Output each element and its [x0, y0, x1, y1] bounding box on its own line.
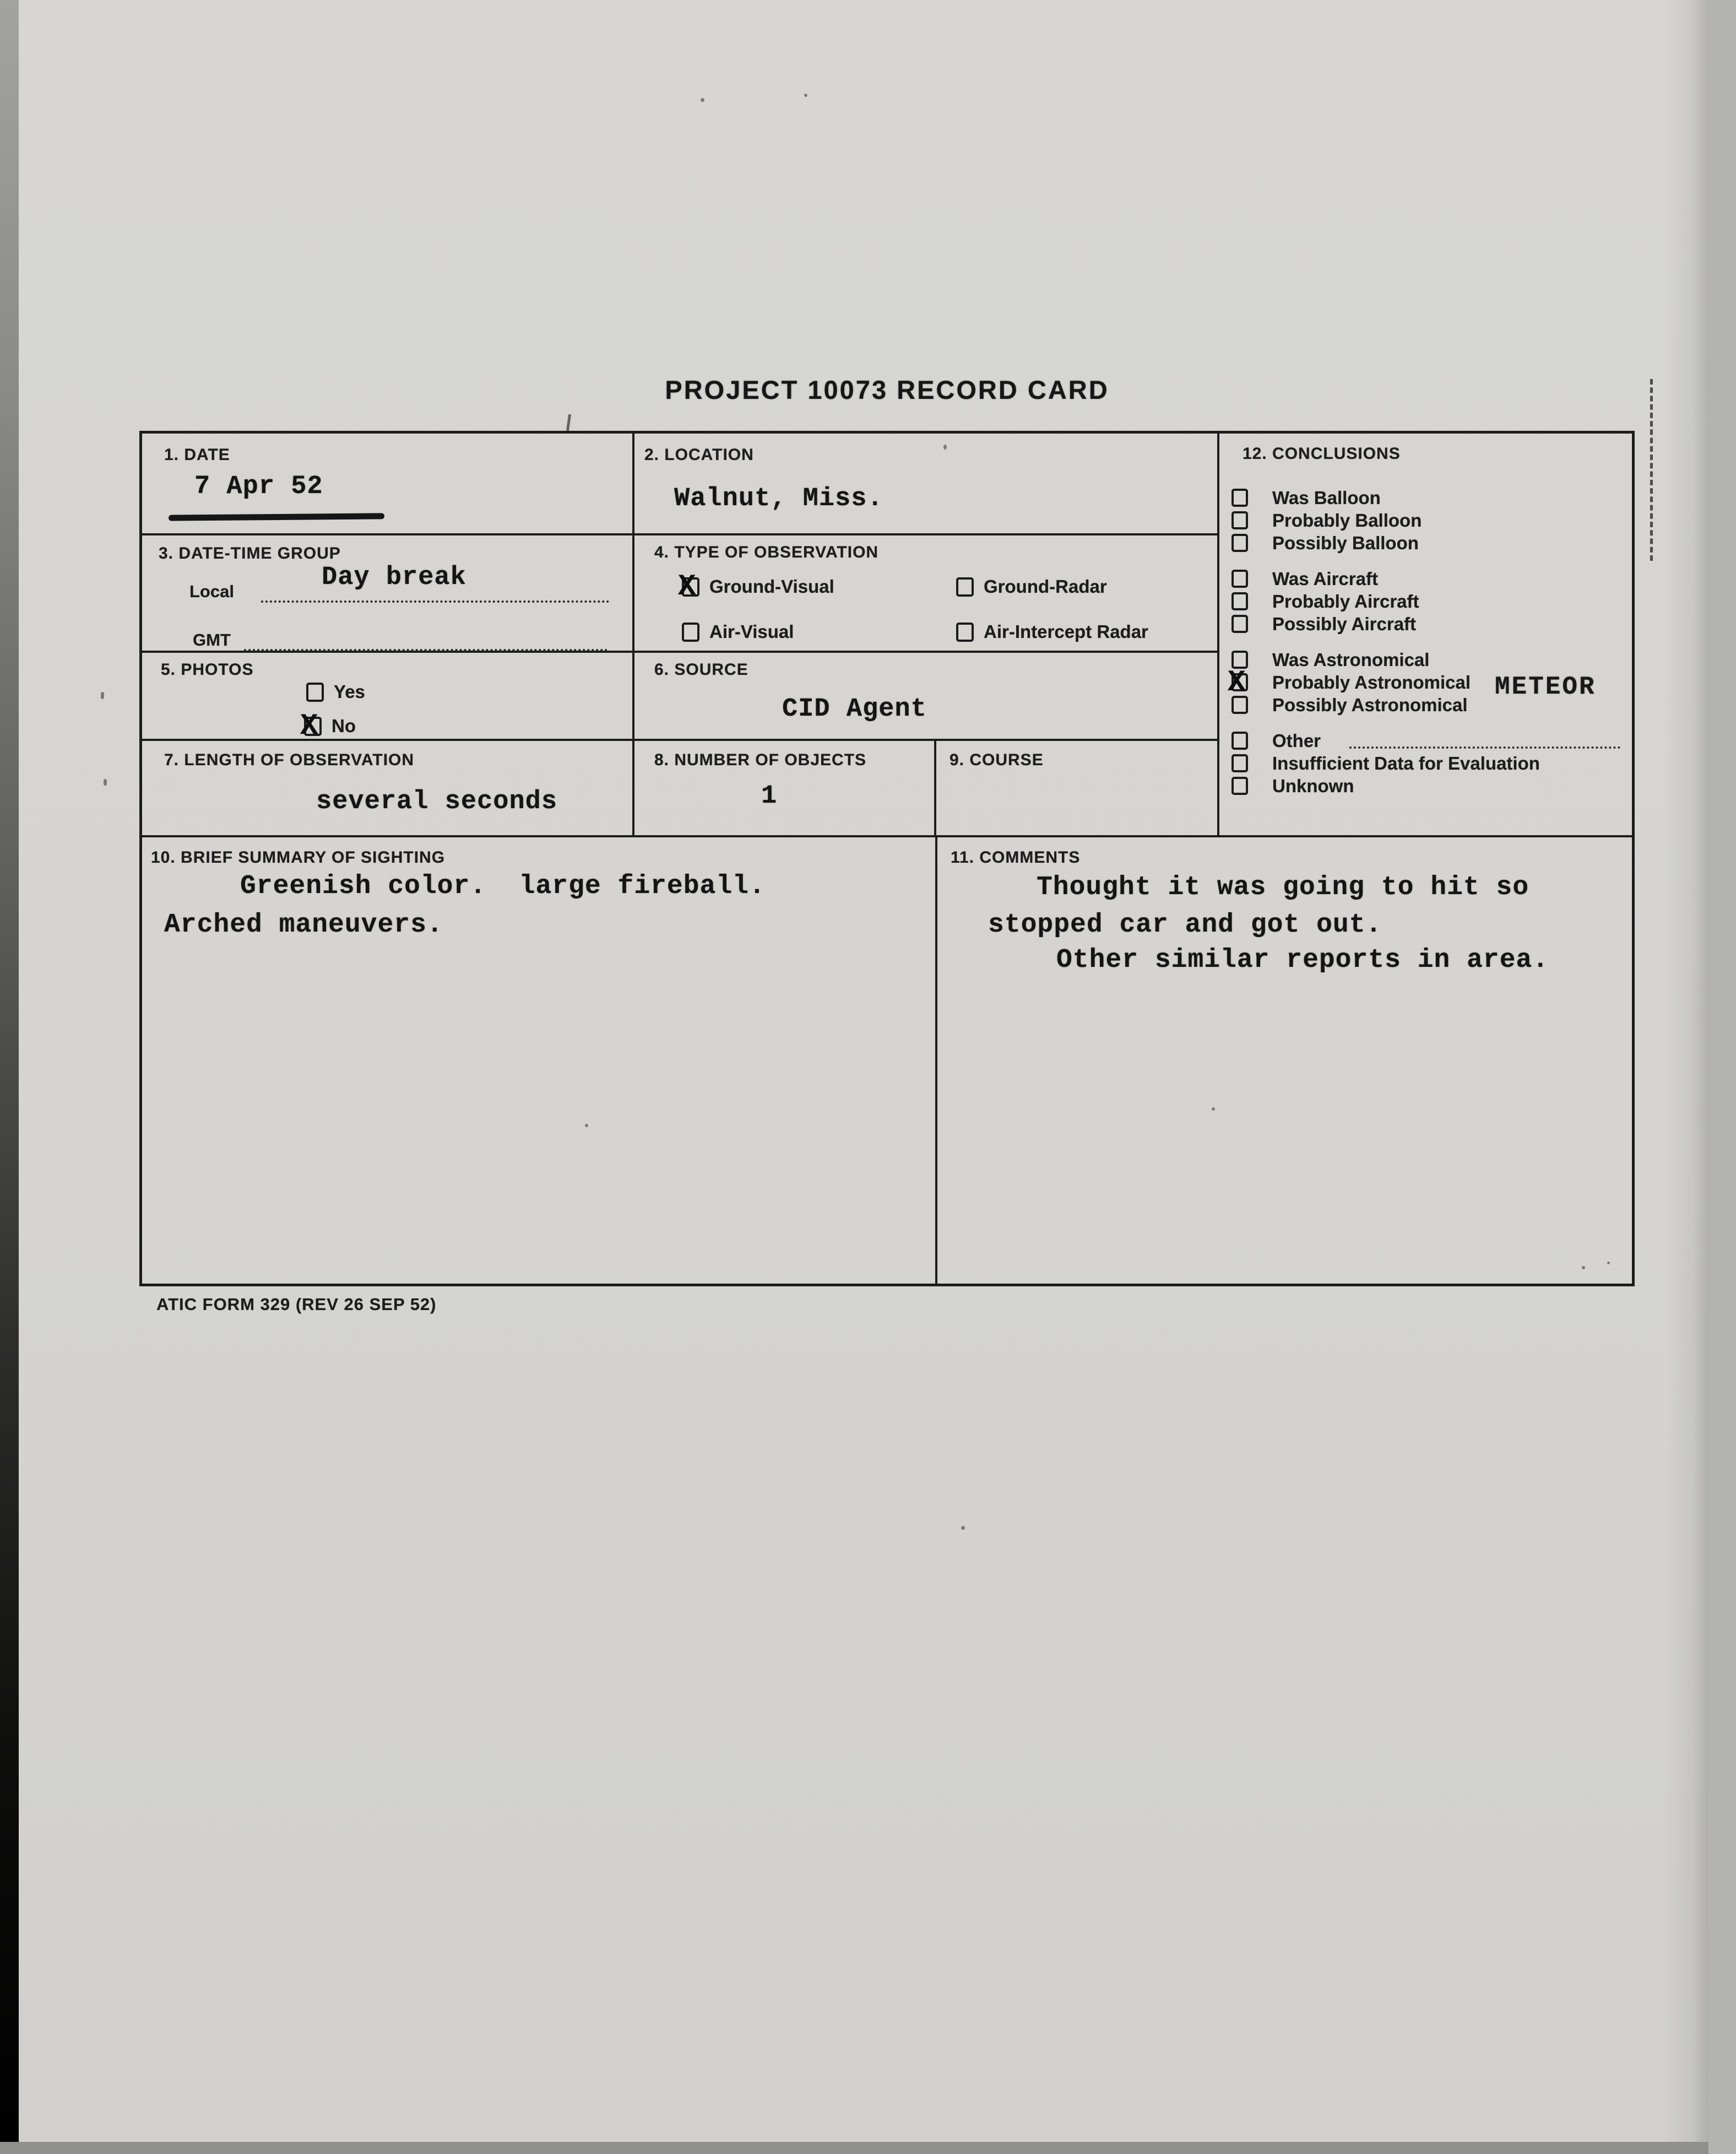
scan-artifact-line: [1650, 379, 1653, 561]
checkbox-probably-balloon: [1232, 511, 1248, 529]
conclusion-item: [1232, 729, 1620, 752]
conclusion-option-label: Possibly Aircraft: [1272, 613, 1417, 634]
summary-line: Arched maneuvers.: [164, 910, 443, 940]
date-value: 7 Apr 52: [194, 472, 323, 501]
comments-line: Other similar reports in area.: [1056, 945, 1549, 975]
comments-label: 11. COMMENTS: [951, 848, 1081, 867]
field-course: [936, 741, 1219, 837]
checkbox-insufficient-data: [1232, 754, 1248, 772]
number-value: 1: [761, 782, 778, 811]
comments-line: stopped car and got out.: [988, 910, 1382, 940]
option-air-visual: [682, 621, 794, 642]
checkbox-possibly-balloon: [1232, 534, 1248, 552]
source-value: CID Agent: [782, 695, 927, 724]
field-location: [634, 434, 1219, 535]
field-type-of-observation: [634, 535, 1219, 653]
scan-speck: [104, 779, 107, 786]
conclusion-option-label: Was Aircraft: [1272, 568, 1378, 589]
conclusion-option-label: Unknown: [1272, 775, 1354, 796]
scan-edge-bottom: [0, 2142, 1736, 2154]
conclusion-option-label: Insufficient Data for Evaluation: [1272, 753, 1540, 773]
scan-edge-right: [1708, 0, 1736, 2154]
conclusion-item: [1232, 532, 1620, 554]
field-date-time-group: [142, 535, 634, 653]
field-number-of-objects: [634, 741, 936, 837]
conclusion-item: [1232, 752, 1620, 775]
checkbox-probably-astronomical: [1232, 673, 1248, 691]
dtg-gmt-label: GMT: [193, 630, 231, 650]
checkbox-photos-no: [304, 717, 322, 736]
dtg-label: 3. DATE-TIME GROUP: [159, 544, 341, 562]
option-label: Air-Visual: [709, 621, 794, 642]
conclusion-option-label: Other: [1272, 730, 1321, 751]
option-ground-visual: [682, 576, 834, 597]
conclusion-item: [1232, 509, 1620, 532]
conclusion-item: [1232, 486, 1620, 509]
conclusions-label: 12. CONCLUSIONS: [1243, 445, 1401, 463]
scan-speck: [943, 445, 947, 450]
number-label: 8. NUMBER OF OBJECTS: [654, 751, 867, 769]
conclusion-option-label: Was Balloon: [1272, 487, 1381, 508]
scan-speck: [804, 94, 807, 97]
scan-speck: [961, 1526, 965, 1530]
option-label: Ground-Radar: [984, 576, 1107, 597]
checkbox-other: [1232, 732, 1248, 750]
conclusions-group-aircraft: [1232, 567, 1620, 635]
dtg-gmt-line: [244, 621, 607, 651]
date-underline: [169, 513, 384, 521]
checkbox-probably-aircraft: [1232, 592, 1248, 610]
dtg-local-value: Day break: [322, 563, 466, 592]
conclusion-item: [1232, 775, 1620, 797]
conclusion-option-label: Probably Balloon: [1272, 510, 1422, 531]
conclusions-group-balloon: [1232, 486, 1620, 554]
option-label: Ground-Visual: [709, 576, 834, 597]
field-length-of-observation: [142, 741, 634, 837]
field-photos: [142, 653, 634, 741]
conclusion-option-label: Was Astronomical: [1272, 649, 1430, 670]
form-number: ATIC FORM 329 (REV 26 SEP 52): [156, 1295, 437, 1314]
other-dotted-line: [1349, 733, 1620, 749]
conclusion-option-label: Possibly Balloon: [1272, 532, 1419, 553]
conclusion-option-label: Probably Astronomical: [1272, 672, 1471, 692]
checkbox-was-balloon: [1232, 489, 1248, 507]
source-label: 6. SOURCE: [654, 661, 748, 679]
option-label: No: [332, 716, 356, 736]
dtg-local-label: Local: [189, 582, 234, 601]
checkbox-possibly-astronomical: [1232, 696, 1248, 714]
checkbox-photos-yes: [306, 683, 324, 702]
dtg-local-line: [261, 563, 609, 603]
meteor-annotation: METEOR: [1495, 673, 1596, 701]
conclusion-item: [1232, 567, 1620, 590]
location-value: Walnut, Miss.: [674, 484, 883, 513]
conclusion-item: [1232, 613, 1620, 635]
checkbox-air-intercept-radar: [956, 623, 974, 642]
option-ground-radar: [956, 576, 1107, 597]
option-photos-yes: [306, 681, 365, 702]
field-source: [634, 653, 1219, 741]
checkbox-air-visual: [682, 623, 699, 642]
scan-speck: [101, 692, 104, 699]
conclusions-list: [1232, 486, 1620, 810]
conclusion-item: [1232, 648, 1620, 671]
field-date: [142, 434, 634, 535]
conclusions-group-other: [1232, 729, 1620, 797]
length-label: 7. LENGTH OF OBSERVATION: [164, 751, 415, 769]
length-value: several seconds: [316, 787, 558, 816]
date-label: 1. DATE: [164, 446, 230, 464]
checkbox-possibly-aircraft: [1232, 615, 1248, 633]
scan-speck: [1607, 1262, 1610, 1264]
checkbox-unknown: [1232, 777, 1248, 795]
field-conclusions: [1219, 434, 1632, 837]
scan-speck: [1212, 1107, 1215, 1111]
summary-label: 10. BRIEF SUMMARY OF SIGHTING: [151, 848, 446, 867]
location-label: 2. LOCATION: [644, 446, 754, 464]
comments-line: Thought it was going to hit so: [1037, 873, 1529, 902]
scan-speck: [585, 1124, 588, 1127]
conclusion-item: [1232, 590, 1620, 613]
option-label: Air-Intercept Radar: [984, 621, 1148, 642]
field-brief-summary: [142, 837, 937, 1284]
photos-label: 5. PHOTOS: [161, 661, 254, 679]
checkbox-was-aircraft: [1232, 570, 1248, 588]
scan-edge-left: [0, 0, 19, 2154]
scan-speck: [1582, 1266, 1585, 1269]
type-label: 4. TYPE OF OBSERVATION: [654, 543, 879, 561]
checkbox-ground-visual: [682, 577, 699, 597]
scan-speck: [701, 98, 704, 102]
field-comments: [937, 837, 1632, 1284]
conclusion-option-label: Possibly Astronomical: [1272, 694, 1468, 715]
checkbox-ground-radar: [956, 577, 974, 597]
option-label: Yes: [334, 681, 365, 702]
option-air-intercept-radar: [956, 621, 1148, 642]
summary-line: Greenish color. large fireball.: [240, 872, 766, 901]
option-photos-no: [304, 716, 356, 737]
record-card: [139, 431, 1635, 1286]
conclusion-option-label: Probably Aircraft: [1272, 591, 1419, 611]
course-label: 9. COURSE: [950, 751, 1044, 769]
page-title: PROJECT 10073 RECORD CARD: [665, 375, 1109, 404]
